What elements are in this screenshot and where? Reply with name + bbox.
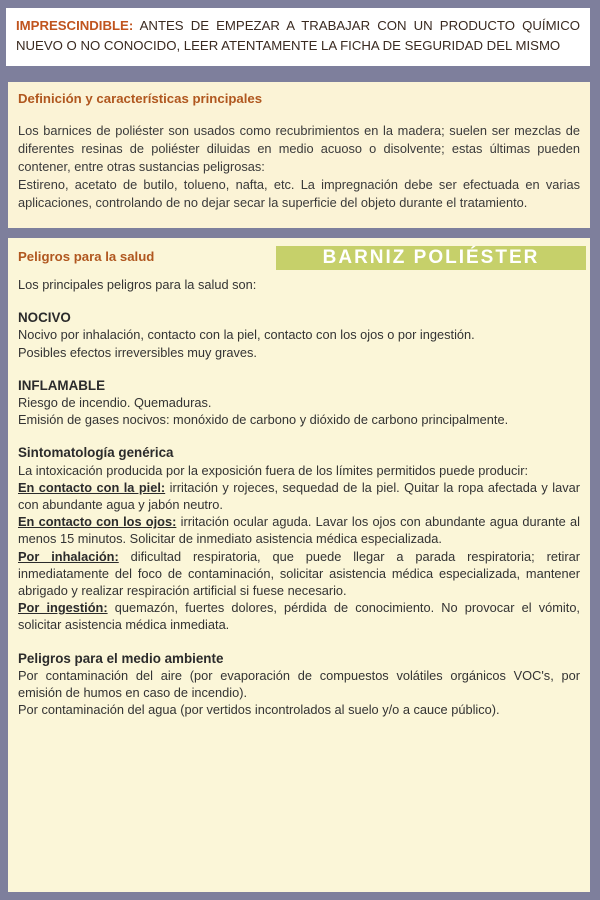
ojos-label: En contacto con los ojos: <box>18 514 177 530</box>
ingestion-item <box>18 599 580 633</box>
health-section <box>8 238 590 892</box>
inflamable-line1: Riesgo de incendio. Quemaduras. <box>18 395 212 411</box>
definition-body: Los barnices de poliéster son usados como recubrimientos en la madera; suelen ser mezclas de diferentes resinas de poliéster diluidas en medio acuoso o disolvente; estas últimas pueden contener, entre otras sustancias peligrosas: <box>18 123 580 174</box>
ingestion-label: Por ingestión: <box>18 600 108 616</box>
medio-ambiente-agua: Por contaminación del agua (por vertidos incontrolados al suelo y/o a cauce público). <box>18 702 500 718</box>
definition-heading: Definición y características principales <box>18 91 263 106</box>
ingestion-text: quemazón, fuertes dolores, pérdida de conocimiento. No provocar el vómito, solicitar asistencia médica inmediata. <box>18 600 580 633</box>
nocivo-line2: Posibles efectos irreversibles muy graves. <box>18 344 257 360</box>
warning-text: ANTES DE EMPEZAR A TRABAJAR CON UN PRODUCTO QUÍMICO NUEVO O NO CONOCIDO, LEER ATENTAMENTE LA FICHA DE SEGURIDAD DEL MISMO <box>16 18 580 53</box>
product-banner: BARNIZ POLIÉSTER <box>276 246 586 270</box>
definition-section <box>8 82 590 228</box>
inhalacion-item <box>18 548 580 600</box>
health-intro: Los principales peligros para la salud son: <box>18 277 257 292</box>
definition-body-2: Estireno, acetato de butilo, tolueno, nafta, etc. La impregnación debe ser efectuada en varias aplicaciones, controlando de no dejar secar la superficie del objeto durante el tratamiento. <box>18 177 580 210</box>
warning-keyword: IMPRESCINDIBLE: <box>16 18 134 33</box>
sintomatologia-title: Sintomatología genérica <box>18 445 174 461</box>
piel-label: En contacto con la piel: <box>18 479 166 495</box>
health-heading: Peligros para la salud <box>18 249 155 264</box>
inhalacion-label: Por inhalación: <box>18 548 119 564</box>
piel-item <box>18 479 580 513</box>
nocivo-line1: Nocivo por inhalación, contacto con la piel, contacto con los ojos o por ingestión. <box>18 327 475 343</box>
inflamable-title: INFLAMABLE <box>18 377 106 393</box>
inflamable-line2: Emisión de gases nocivos: monóxido de carbono y dióxido de carbono principalmente. <box>18 412 509 428</box>
medio-ambiente-aire: Por contaminación del aire (por evaporación de compuestos volátiles orgánicos VOC's, por emisión de humos en caso de incendio). <box>18 667 580 701</box>
ojos-item <box>18 513 580 547</box>
medio-ambiente-title: Peligros para el medio ambiente <box>18 650 224 666</box>
ojos-text: irritación ocular aguda. Lavar los ojos con abundante agua durante al menos 15 minutos. Solicitar de inmediato asistencia médica especializada. <box>18 514 580 547</box>
warning-notice <box>6 8 590 66</box>
nocivo-title: NOCIVO <box>18 310 71 326</box>
inhalacion-text: dificultad respiratoria, que puede llegar a parada respiratoria; retirar inmediatamente del foco de contaminación, solicitar asistencia médica especializada, mantener abrigado y realizar respiración artificial si fuese necesario. <box>18 548 580 599</box>
piel-text: irritación y rojeces, sequedad de la piel. Quitar la ropa afectada y lavar con abundante agua y jabón neutro. <box>18 479 581 513</box>
sintomatologia-intro: La intoxicación producida por la exposición fuera de los límites permitidos puede producir: <box>18 462 529 478</box>
